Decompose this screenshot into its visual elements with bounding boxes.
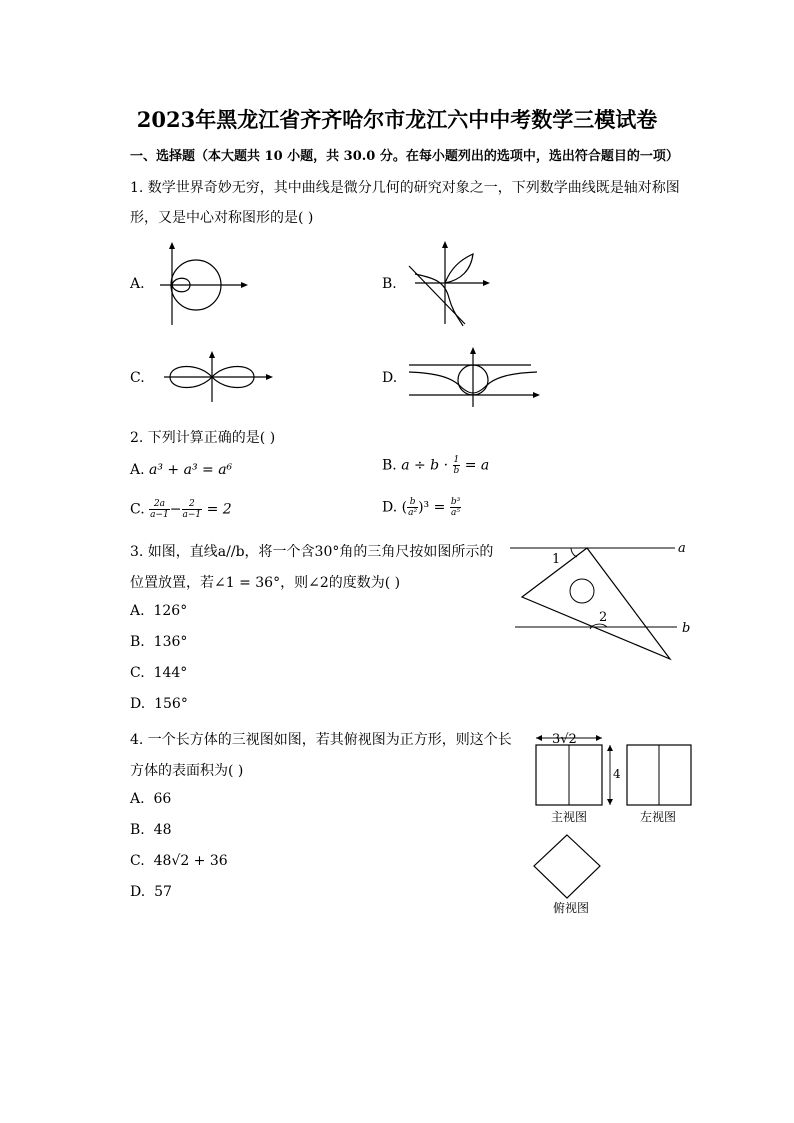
q3-stem-line1: 3. 如图，直线a//b，将一个含30°角的三角尺按如图所示的 — [130, 544, 494, 560]
q3-option-d — [130, 696, 188, 712]
q3-option-c — [130, 665, 187, 681]
q4-front-view-caption: 主视图 — [551, 810, 588, 824]
q4-option-b — [130, 822, 171, 838]
q4-stem-line1: 4. 一个长方体的三视图如图，若其俯视图为正方形，则这个长 — [130, 732, 512, 748]
q2-option-c-num-1: 2a — [149, 499, 170, 510]
q2-option-d — [382, 497, 461, 518]
q4-width-label: 3√2 — [552, 732, 577, 747]
q2-option-d-fraction-2 — [450, 497, 461, 518]
q1-figure-d — [405, 345, 545, 410]
q4-stem-line2: 方体的表面积为( ) — [130, 763, 244, 779]
q3-option-b-label: B. — [130, 634, 145, 650]
q2-option-a-expr: a³ + a³ = a⁶ — [149, 462, 233, 478]
q1-option-c-label: C. — [130, 370, 145, 386]
q2-option-b-num: 1 — [453, 455, 460, 465]
q2-option-d-den-1: a² — [408, 508, 418, 518]
q3-angle-2-label: 2 — [599, 610, 608, 625]
q4-option-c — [130, 853, 228, 869]
q4-option-d-value: 57 — [154, 884, 172, 900]
q2-option-c-label: C. — [130, 501, 145, 518]
q3-option-a-value: 126° — [153, 603, 188, 619]
q4-left-view-caption: 左视图 — [640, 810, 677, 824]
q1-stem-line2: 形，又是中心对称图形的是( ) — [130, 210, 314, 226]
q2-option-b-post: = a — [464, 457, 490, 474]
q3-option-b — [130, 634, 187, 650]
q2-option-d-den-2: a⁵ — [451, 508, 460, 518]
q2-option-b-pre: a ÷ b · — [401, 457, 449, 474]
page-title: 2023年黑龙江省齐齐哈尔市龙江六中中考数学三模试卷 — [136, 107, 658, 132]
q4-three-views — [530, 726, 700, 918]
q2-option-d-label: D. — [382, 499, 398, 516]
q4-option-b-label: B. — [130, 822, 145, 838]
q3-option-d-label: D. — [130, 696, 146, 712]
q4-option-c-label: C. — [130, 853, 145, 869]
q3-angle-1-label: 1 — [552, 552, 561, 567]
q4-option-a-value: 66 — [153, 791, 172, 807]
q2-option-b-den: b — [453, 466, 460, 476]
q3-option-c-label: C. — [130, 665, 145, 681]
q4-height-label: 4 — [613, 767, 621, 781]
q3-line-a-label: a — [678, 541, 686, 556]
q2-option-c-fraction-2 — [182, 499, 203, 520]
q3-option-d-value: 156° — [154, 696, 188, 712]
q2-option-c-post: = 2 — [206, 501, 232, 518]
q2-option-c-den-2: a−1 — [182, 510, 202, 520]
q3-option-a — [130, 603, 187, 619]
q4-option-d — [130, 884, 172, 900]
q2-option-b-fraction — [453, 455, 461, 476]
q1-option-a-label: A. — [130, 276, 145, 292]
q3-option-a-label: A. — [130, 603, 145, 619]
q2-option-d-close: )³ = — [418, 499, 446, 516]
q1-figure-a — [150, 240, 260, 330]
q3-option-b-value: 136° — [153, 634, 188, 650]
q4-top-view-caption: 俯视图 — [553, 901, 590, 915]
q2-option-c-num-2: 2 — [182, 499, 203, 510]
q2-option-d-num-1: b — [407, 497, 418, 508]
q3-figure — [505, 535, 700, 665]
q2-option-d-num-2: b³ — [450, 497, 461, 507]
q2-option-d-open: ( — [401, 499, 408, 516]
q1-option-d-label: D. — [382, 370, 398, 386]
q1-figure-c — [160, 350, 280, 405]
q4-option-a-label: A. — [130, 791, 145, 807]
q2-option-a-label: A. — [130, 462, 145, 478]
q1-stem-line1: 1. 数学世界奇妙无穷，其中曲线是微分几何的研究对象之一，下列数学曲线既是轴对称图 — [130, 180, 680, 196]
section-heading: 一、选择题（本大题共 10 小题，共 30.0 分。在每小题列出的选项中，选出符合题目的一项） — [130, 149, 679, 164]
q2-option-d-fraction-1 — [407, 497, 418, 518]
q4-option-d-label: D. — [130, 884, 146, 900]
q2-option-c-fraction-1 — [149, 499, 170, 520]
q2-stem: 2. 下列计算正确的是( ) — [130, 430, 276, 446]
q3-stem-line2: 位置放置，若∠1 = 36°，则∠2的度数为( ) — [130, 575, 401, 591]
q4-option-b-value: 48 — [153, 822, 172, 838]
q1-figure-b — [405, 238, 495, 328]
q4-option-c-value: 48√2 + 36 — [153, 853, 228, 869]
q2-option-b-label: B. — [382, 457, 397, 474]
q2-option-c-den-1: a−1 — [150, 510, 169, 520]
q4-option-a — [130, 791, 171, 807]
q2-option-c: C. $\frac{2a}{a-1}$ − $\frac{2}{a-1}$ = 2 — [130, 499, 232, 520]
q2-option-b — [382, 455, 489, 476]
q2-option-a — [130, 462, 232, 478]
q1-option-b-label: B. — [382, 276, 397, 292]
q3-line-b-label: b — [682, 621, 691, 636]
q3-option-c-value: 144° — [153, 665, 188, 681]
